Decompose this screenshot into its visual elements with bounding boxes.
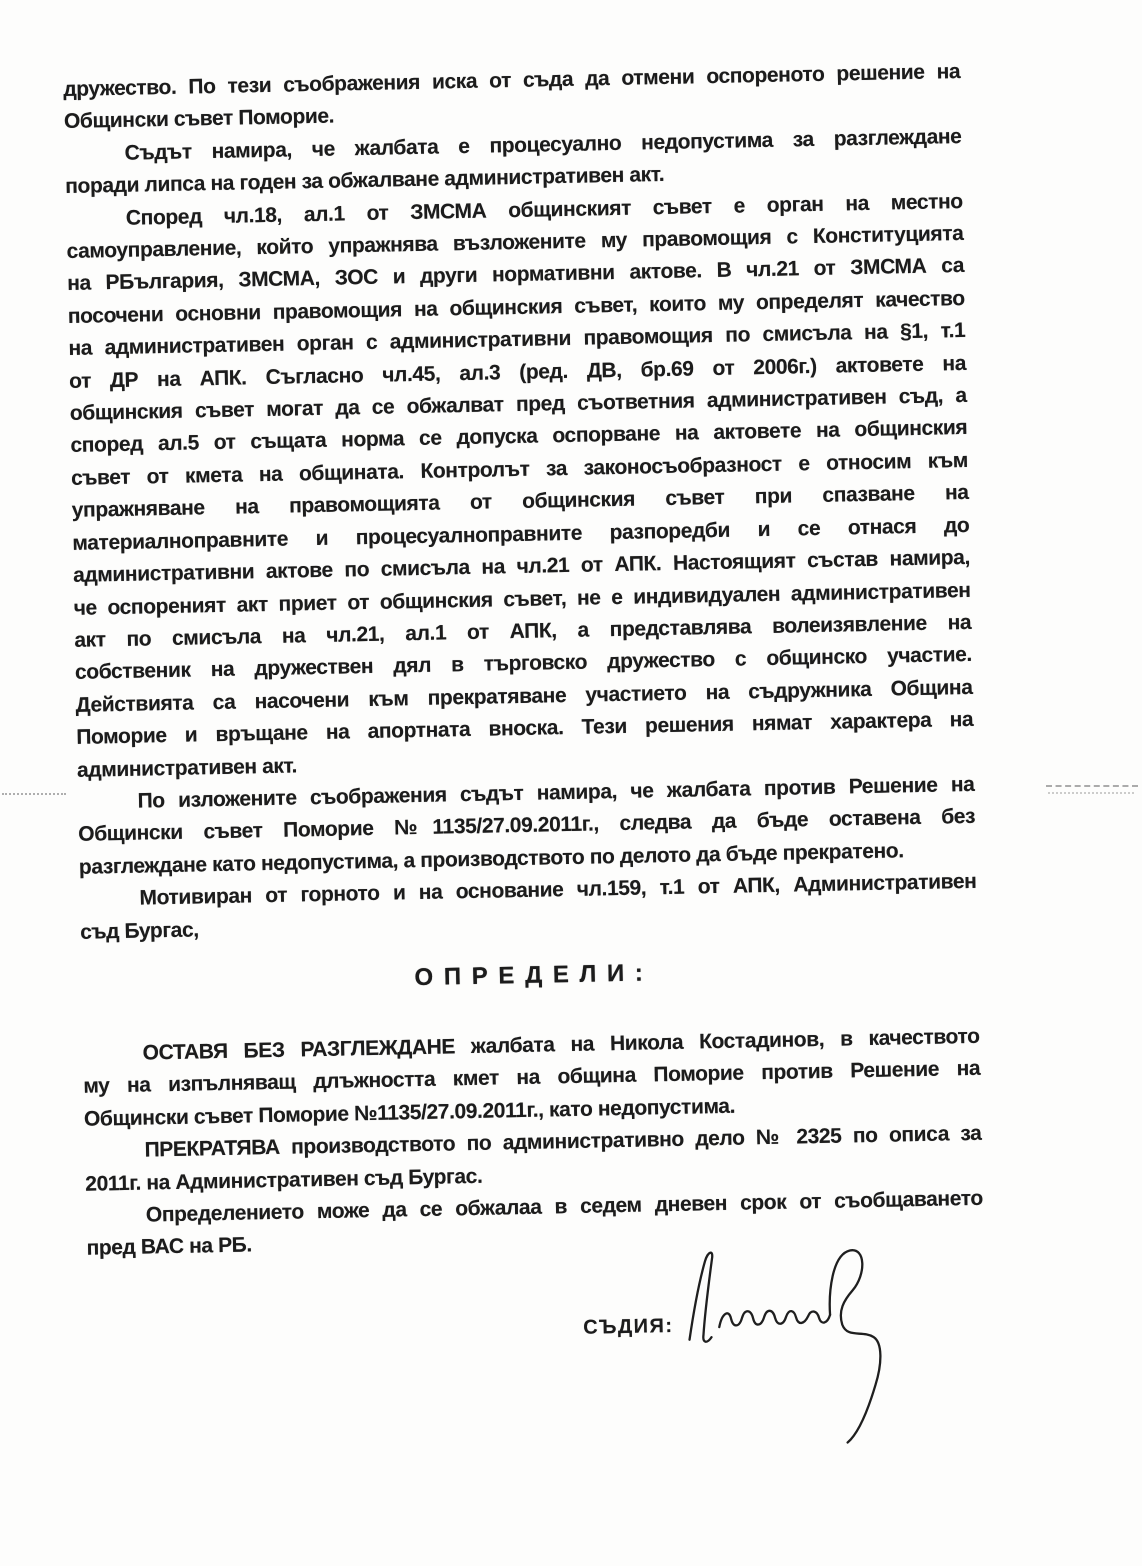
text-line: общинския съвет могат да се обжалват пред съответния административен съд, а <box>69 383 967 425</box>
text-line: на административен орган с административни правомощия по смисъла на §1, т.1 <box>68 319 966 361</box>
text-line: разглеждане като недопустима, а производството по делото да бъде прекратено. <box>78 839 904 879</box>
scan-artifact-right-margin <box>1048 792 1134 794</box>
text-line: Мотивиран от горното и на основание чл.159, т.1 от АПК, Административен <box>139 869 977 910</box>
text-line: Съдът намира, че жалбата е процесуално недопустима за разглеждане <box>124 124 962 165</box>
text-line: ПРЕКРАТЯВА производството по административно дело № 2325 по описа за <box>144 1121 982 1162</box>
text-line: от ДР на АПК. Съгласно чл.45, ал.3 (ред. ДВ, бр.69 от 2006г.) актовете на <box>68 351 967 393</box>
document-text-block <box>63 56 988 1468</box>
signature-stroke <box>829 1249 882 1442</box>
text-line: Общински съвет Поморие №1135/27.09.2011г., следва да бъде оставена без <box>78 805 976 847</box>
text-line: материалноправните и процесуалноправните разпоредби и се отнася до <box>72 513 970 555</box>
text-line: самоуправление, който упражнява възложените му правомощия с Конституцията <box>66 221 964 263</box>
signature-stroke <box>688 1252 714 1341</box>
text-line: поради липса на годен за обжалване административен акт. <box>65 163 665 199</box>
text-line: Общински съвет Поморие. <box>63 104 335 134</box>
text-line: Действията са насочени към прекратяване участието на съдружника Община <box>75 675 973 717</box>
text-line: пред ВАС на РБ. <box>86 1233 253 1261</box>
text-line: По изложените съображения съдът намира, че жалбата против Решение на <box>137 772 975 813</box>
signature-block <box>583 1290 988 1458</box>
text-line: упражняване на правомощията от общинския съвет при спазване на <box>71 481 969 523</box>
scan-artifact-left-margin <box>2 793 66 795</box>
text-line: Поморие и връщане на апортната вноска. Тези решения нямат характера на <box>76 707 974 749</box>
text-line: според ал.5 от същата норма се допуска оспорване на актовете на общинския <box>70 416 968 458</box>
text-line: административни актове по смисъла на чл.21 от АПК. Настоящият състав намира, <box>72 545 971 587</box>
text-line: Според чл.18, ал.1 от ЗМСМА общинският съвет е орган на местно <box>125 189 963 230</box>
judge-signature-icon <box>680 1239 939 1454</box>
text-line: ОСТАВЯ БЕЗ РАЗГЛЕЖДАНЕ жалбата на Никола Костадинов, в качеството <box>142 1024 980 1065</box>
text-line: на РБългария, ЗМСМА, ЗОС и други нормативни актове. В чл.21 от ЗМСМА са <box>66 254 965 296</box>
text-line: съд Бургас, <box>79 918 199 944</box>
text-line: административен акт. <box>76 753 298 782</box>
text-line: акт по смисъла на чл.21, ал.1 от АПК, а представлява волеизявление на <box>74 610 972 652</box>
text-line: собственик на дружествен дял в търговско дружество с общинско участие. <box>74 643 973 685</box>
judge-label: СЪДИЯ: <box>583 1314 674 1339</box>
signature-stroke <box>719 1309 830 1326</box>
text-line: посочени основни правомощия на общинския съвет, които му определят качество <box>67 286 965 328</box>
scan-artifact-right-margin <box>1046 785 1138 787</box>
text-line: му на изпълняващ длъжността кмет на община Поморие против Решение на <box>83 1057 981 1099</box>
text-line: че оспореният акт приет от общинския съвет, не е индивидуален административен <box>73 578 971 620</box>
text-line: Определението може да се обжалаа в седем дневен срок от съобщаването <box>145 1186 983 1227</box>
text-line: 2011г. на Административен съд Бургас. <box>85 1164 483 1196</box>
ruling-heading: О П Р Е Д Е Л И : <box>414 959 646 992</box>
text-line: дружество. По тези съображения иска от съда да отмени оспореното решение на <box>63 59 961 101</box>
text-line: съвет от кмета на общината. Контролът за законосъобразност е относим към <box>70 448 969 490</box>
text-line: Общински съвет Поморие №1135/27.09.2011г., като недопустима. <box>83 1094 736 1131</box>
